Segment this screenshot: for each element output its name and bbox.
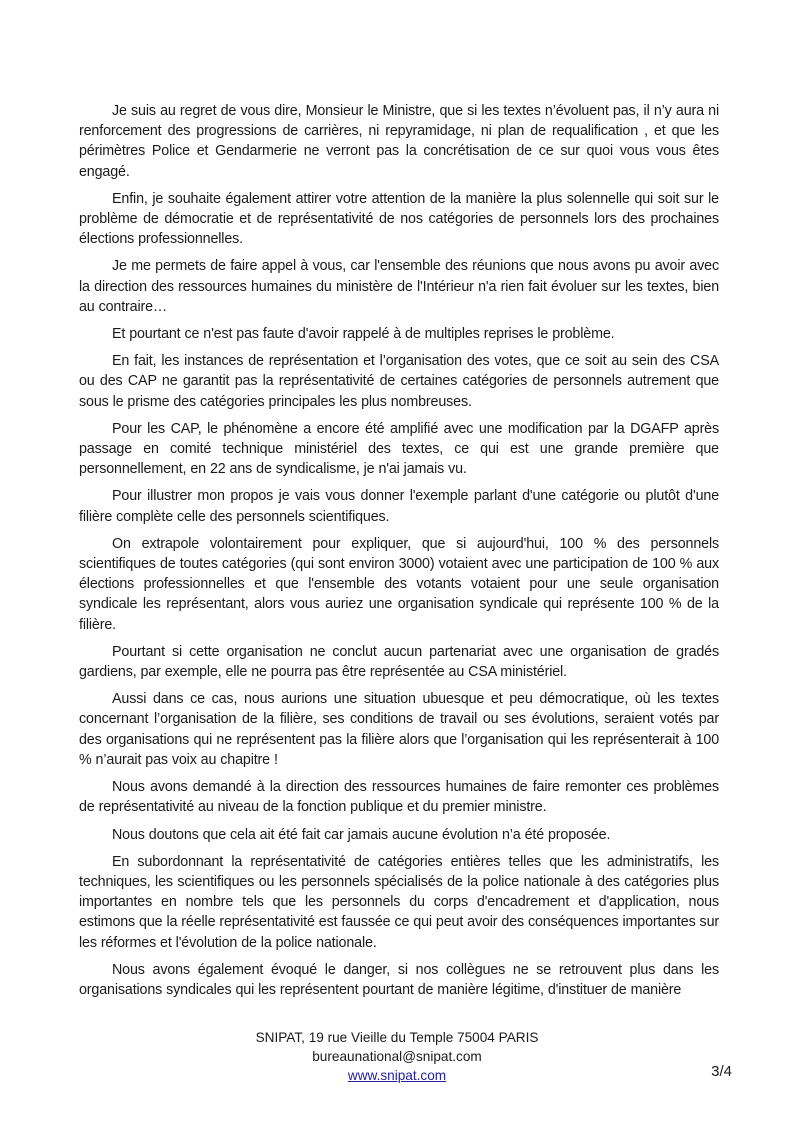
footer-website-link[interactable]: www.snipat.com	[347, 1068, 447, 1083]
paragraph: Je me permets de faire appel à vous, car l'ensemble des réunions que nous avons pu avoir avec la direction des ressources humaines du ministère de l'Intérieur n'a rien fait évoluer sur les textes, bien au contraire…	[79, 258, 719, 315]
paragraph: Nous doutons que cela ait été fait car jamais aucune évolution n’a été proposée.	[112, 826, 611, 843]
paragraph: Nous avons demandé à la direction des ressources humaines de faire remonter ces problèmes de représentativité au niveau de la fonction publique et du premier ministre.	[79, 779, 719, 816]
footer-address: SNIPAT, 19 rue Vieille du Temple 75004 PARIS	[255, 1030, 539, 1045]
paragraph: Je suis au regret de vous dire, Monsieur le Ministre, que si les textes n’évoluent pas, il n’y aura ni renforcement des progressions de carrières, ni repyramidage, ni plan de requalification , et que les périmètres Police et Gendarmerie ne verront pas la concrétisation de ce sur quoi vous vous êtes engagé.	[79, 103, 719, 180]
paragraph: En subordonnant la représentativité de catégories entières telles que les administratifs, les techniques, les scientifiques ou les personnels spécialisés de la police nationale à des catégories plus importantes en nombre tels que les personnels du corps d'encadrement et d'application, nous estimons que la réelle représentativité est faussée ce qui peut avoir des conséquences importantes sur les réformes et l'évolution de la police nationale.	[79, 853, 719, 951]
paragraph: On extrapole volontairement pour expliquer, que si aujourd'hui, 100 % des personnels scientifiques de toutes catégories (qui sont environ 3000) votaient avec une participation de 100 % aux élections professionnelles et que l'ensemble des votants votaient pour une seule organisation syndicale les représentant, alors vous auriez une organisation syndicale qui représente 100 % de la filière.	[79, 535, 719, 633]
page-footer	[0, 1028, 794, 1085]
letter-body	[79, 101, 719, 1000]
paragraph: Nous avons également évoqué le danger, si nos collègues ne se retrouvent plus dans les organisations syndicales qui les représentent pourtant de manière légitime, d'instituer de manière	[79, 961, 719, 998]
paragraph: Pour les CAP, le phénomène a encore été amplifié avec une modification par la DGAFP après passage en comité technique ministériel des textes, ce qui est une grande première que personnellement, en 22 ans de syndicalisme, je n'ai jamais vu.	[79, 420, 719, 478]
paragraph: En fait, les instances de représentation et l’organisation des votes, que ce soit au sein des CSA ou des CAP ne garantit pas la représentativité de certaines catégories de personnels autrement que sous le prisme des catégories principales les plus nombreuses.	[79, 353, 719, 410]
page-number: 3/4	[711, 1063, 732, 1080]
paragraph: Et pourtant ce n'est pas faute d'avoir rappelé à de multiples reprises le problème.	[112, 326, 615, 343]
paragraph: Pour illustrer mon propos je vais vous donner l'exemple parlant d'une catégorie ou plutôt d'une filière complète celle des personnels scientifiques.	[79, 488, 719, 525]
paragraph: Aussi dans ce cas, nous aurions une situation ubuesque et peu démocratique, où les textes concernant l’organisation de la filière, ses conditions de travail ou ses évolutions, seraient votés par des organisations qui ne représentent pas la filière alors que l’organisation qui les représenterait à 100 % n’aurait pas voix au chapitre !	[79, 691, 719, 768]
paragraph: Enfin, je souhaite également attirer votre attention de la manière la plus solennelle qui soit sur le problème de démocratie et de représentativité de nos catégories de personnels lors des prochaines élections professionnelles.	[79, 190, 719, 248]
footer-email: bureaunational@snipat.com	[312, 1049, 482, 1064]
paragraph: Pourtant si cette organisation ne conclut aucun partenariat avec une organisation de gradés gardiens, par exemple, elle ne pourra pas être représentée au CSA ministériel.	[79, 643, 719, 681]
